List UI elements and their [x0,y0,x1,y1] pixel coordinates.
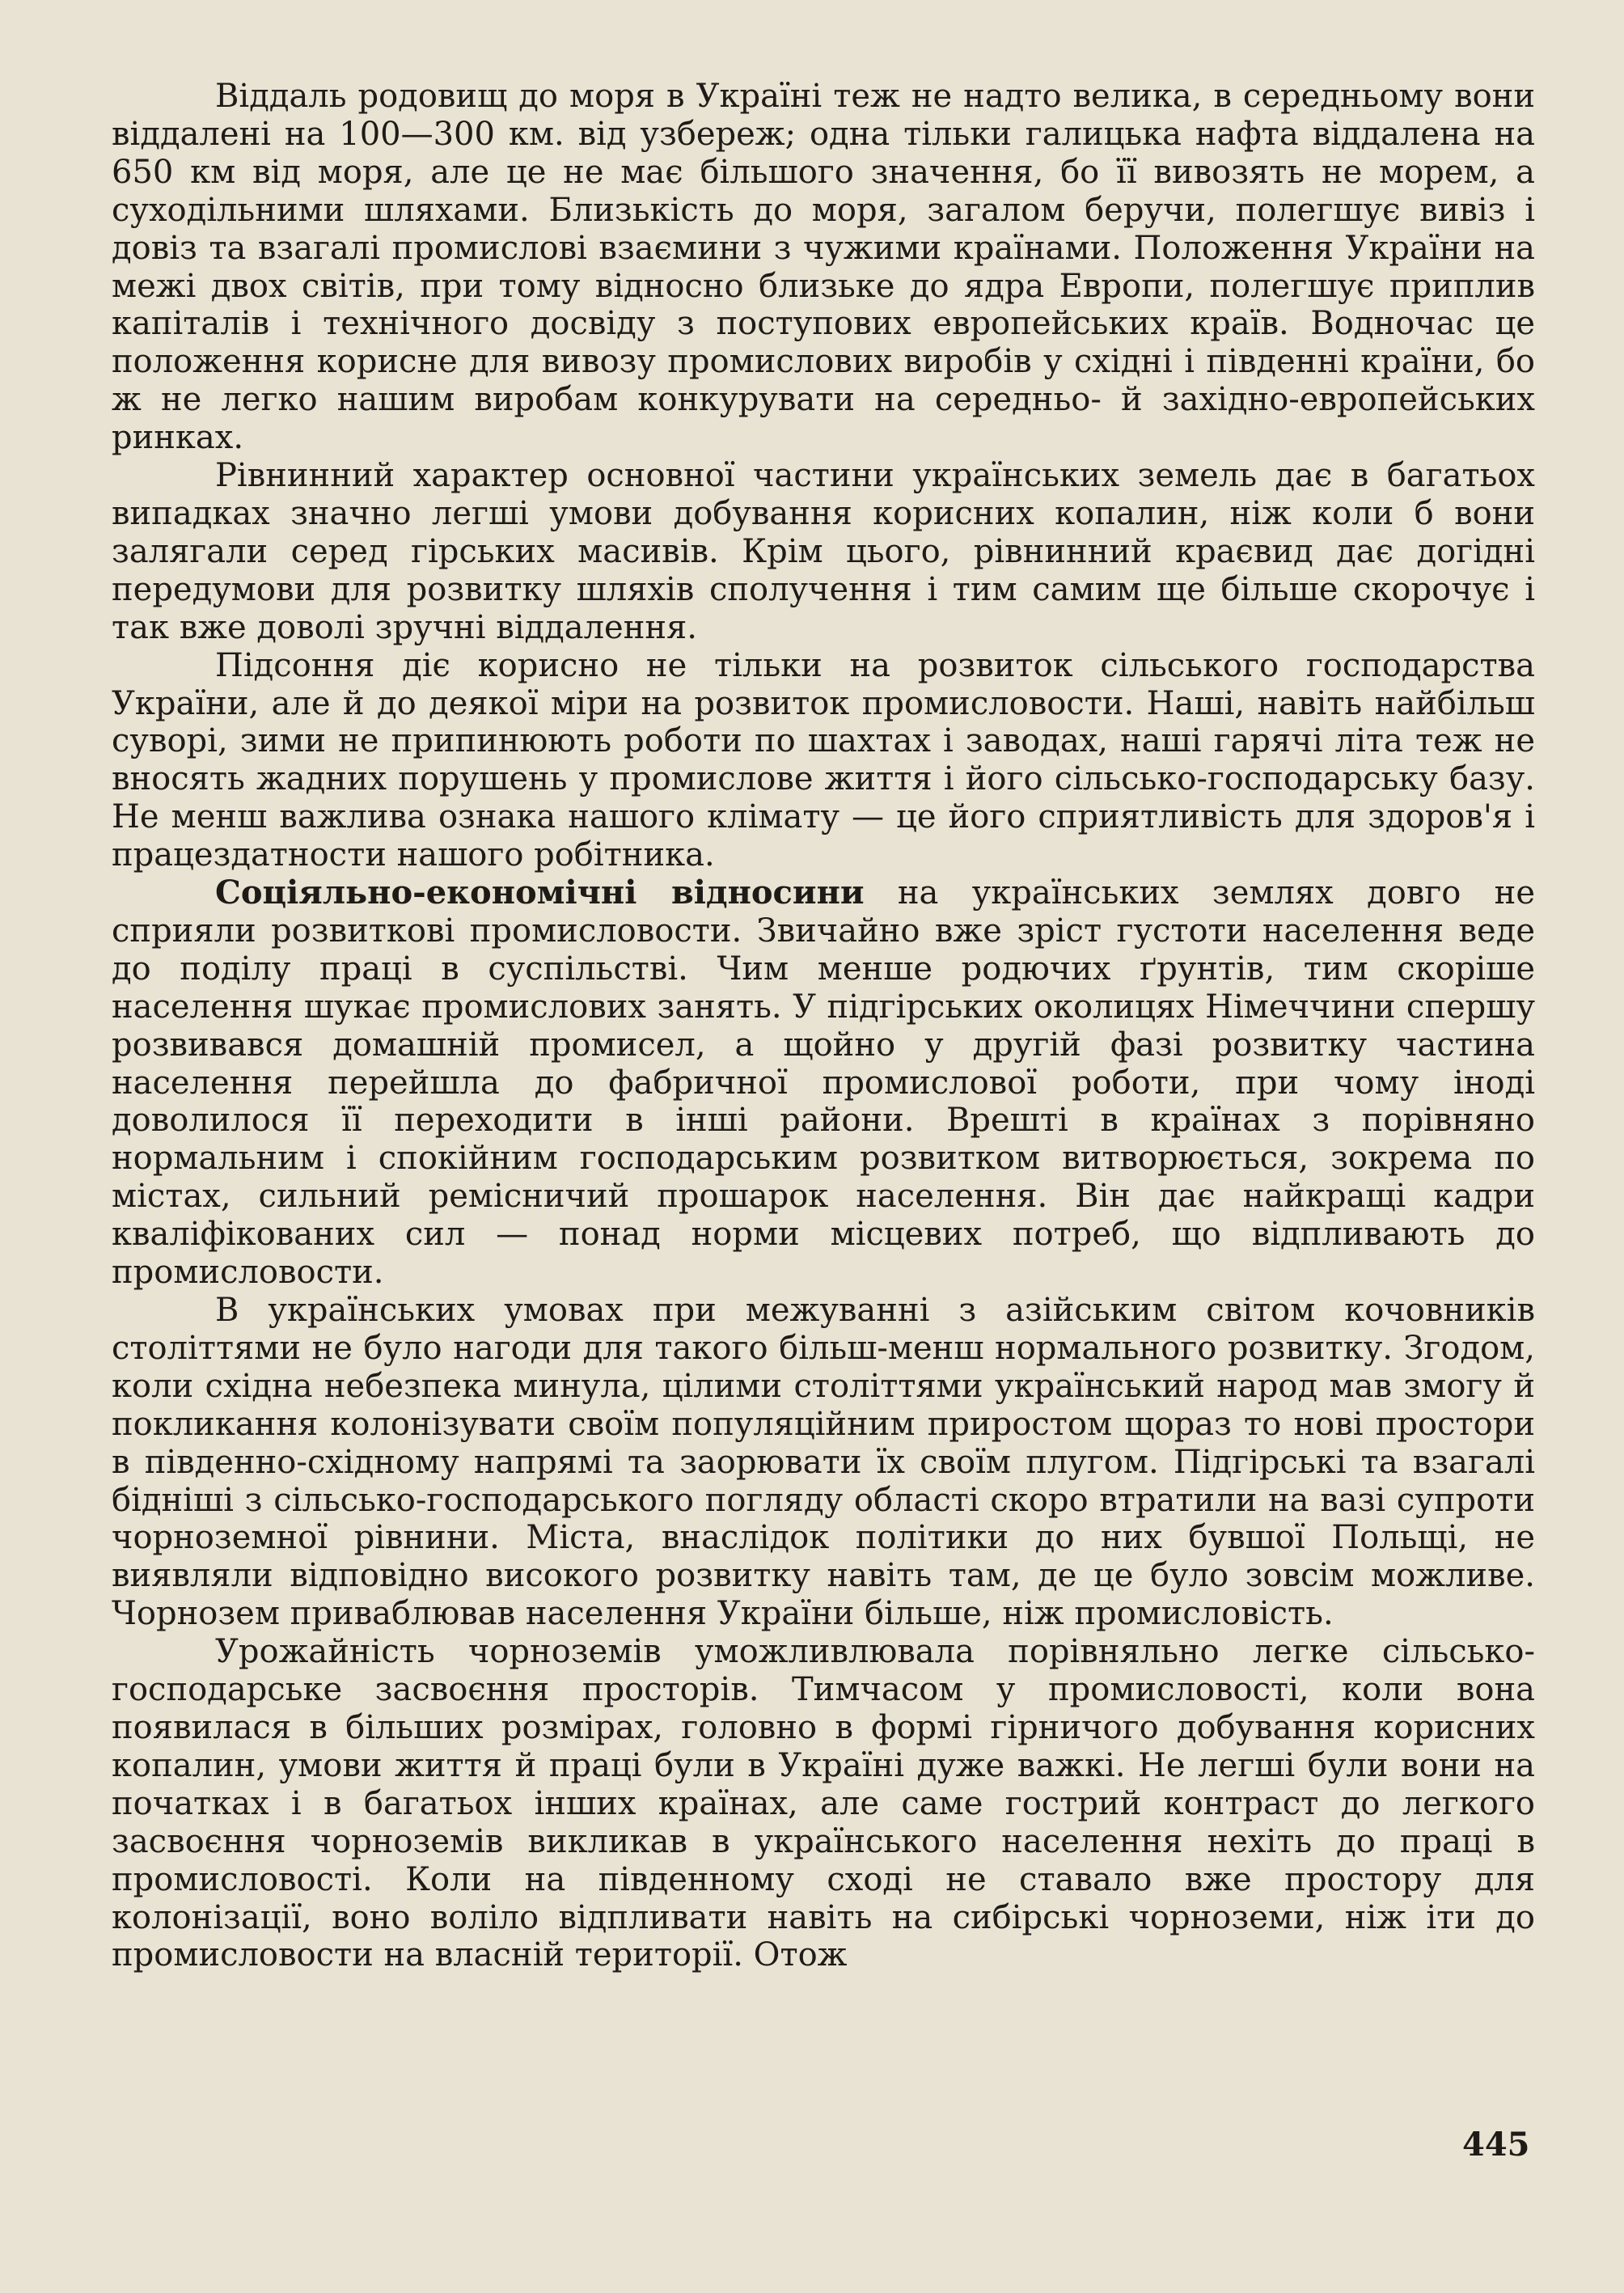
paragraph-4 [112,874,1535,1292]
paragraph-2-text: Рівнинний характер основної частини українських земель дає в багатьох випадках значно легші умови добування корисних копалин, ніж коли б вони залягали серед гірських масивів. Крім цього, рівнинний краєвид дає догідні передумови для розвитку шляхів сполучення і тим самим ще більше скорочує і так вже доволі зручні віддалення. [112,457,1535,646]
paragraph-5-text: В українських умовах при межуванні з азійським світом кочовників століттями не було нагоди для такого більш-менш нормального розвитку. Згодом, коли східна небезпека минула, цілими століттями український народ мав змогу й покликання колонізувати своїм популяційним приростом щораз то нові простори в південно-східному напрямі та заорювати їх своїм плугом. Підгірські та взагалі бідніші з сільсько-господарського погляду області скоро втратили на вазі супроти чорноземної рівнини. Міста, внаслідок політики до них бувшої Польщі, не виявляли відповідно високого розвитку навіть там, де це було зовсім можливе. Чорнозем приваблював населення України більше, ніж промисловість. [112,1292,1535,1633]
paragraph-5 [112,1292,1535,1633]
paragraph-3 [112,647,1535,874]
page-number: 445 [1462,2126,1530,2164]
paragraph-6-text: Урожайність чорноземів уможливлювала порівняльно легке сільсько-господарське засвоєння просторів. Тимчасом у промисловості, коли вона появилася в більших розмірах, головно в формі гірничого добування корисних копалин, умови життя й праці були в Україні дуже важкі. Не легші були вони на початках і в багатьох інших країнах, але саме гострий контраст до легкого засвоєння чорноземів викликав в українського населення нехіть до праці в промисловості. Коли на південному сході не ставало вже простору для колонізації, воно воліло відпливати навіть на сибірські чорноземи, ніж іти до промисловости на власній території. Отож [112,1633,1535,1974]
paragraph-1-text: Віддаль родовищ до моря в Україні теж не надто велика, в середньому вони віддалені на 100—300 км. від узбереж; одна тільки галицька нафта віддалена на 650 км від моря, але це не має більшого значення, бо її вивозять не морем, а суходільними шляхами. Близькість до моря, загалом беручи, полегшує вивіз і довіз та взагалі промислові взаємини з чужими країнами. Положення України на межі двох світів, при тому відносно близьке до ядра Европи, полегшує приплив капіталів і технічного досвіду з поступових европейських країв. Водночас це положення корисне для вивозу промислових виробів у східні і південні країни, бо ж не легко нашим виробам конкурувати на середньо- й західно-европейських ринках. [112,78,1535,457]
paragraph-1 [112,78,1535,457]
body-text [112,78,1535,1974]
paragraph-3-text: Підсоння діє корисно не тільки на розвиток сільського господарства України, але й до деякої міри на розвиток промисловости. Наші, навіть найбільш суворі, зими не припинюють роботи по шахтах і заводах, наші гарячі літа теж не вносять жадних порушень у промислове життя і його сільсько-господарську базу. Не менш важлива ознака нашого клімату — це його сприятливість для здоров'я і працездатности нашого робітника. [112,646,1535,874]
paragraph-4-text: на українських землях довго не сприяли розвиткові промисловости. Звичайно вже зріст густоти населення веде до поділу праці в суспільстві. Чим менше родючих ґрунтів, тим скоріше населення шукає промислових занять. У підгірських околицях Німеччини спершу розвивався домашній промисел, а щойно у другій фазі розвитку частина населення перейшла до фабричної промислової роботи, при чому іноді доволилося її переходити в інші райони. Врешті в країнах з порівняно нормальним і спокійним господарським розвитком витворюється, зокрема по містах, сильний ремісничий прошарок населення. Він дає найкращі кадри кваліфікованих сил — понад норми місцевих потреб, що відпливають до промисловости. [112,874,1536,1292]
paragraph-4-bold-lead: Соціяльно-економічні відносини [215,874,865,912]
paragraph-6 [112,1633,1535,1974]
paragraph-2 [112,457,1535,647]
